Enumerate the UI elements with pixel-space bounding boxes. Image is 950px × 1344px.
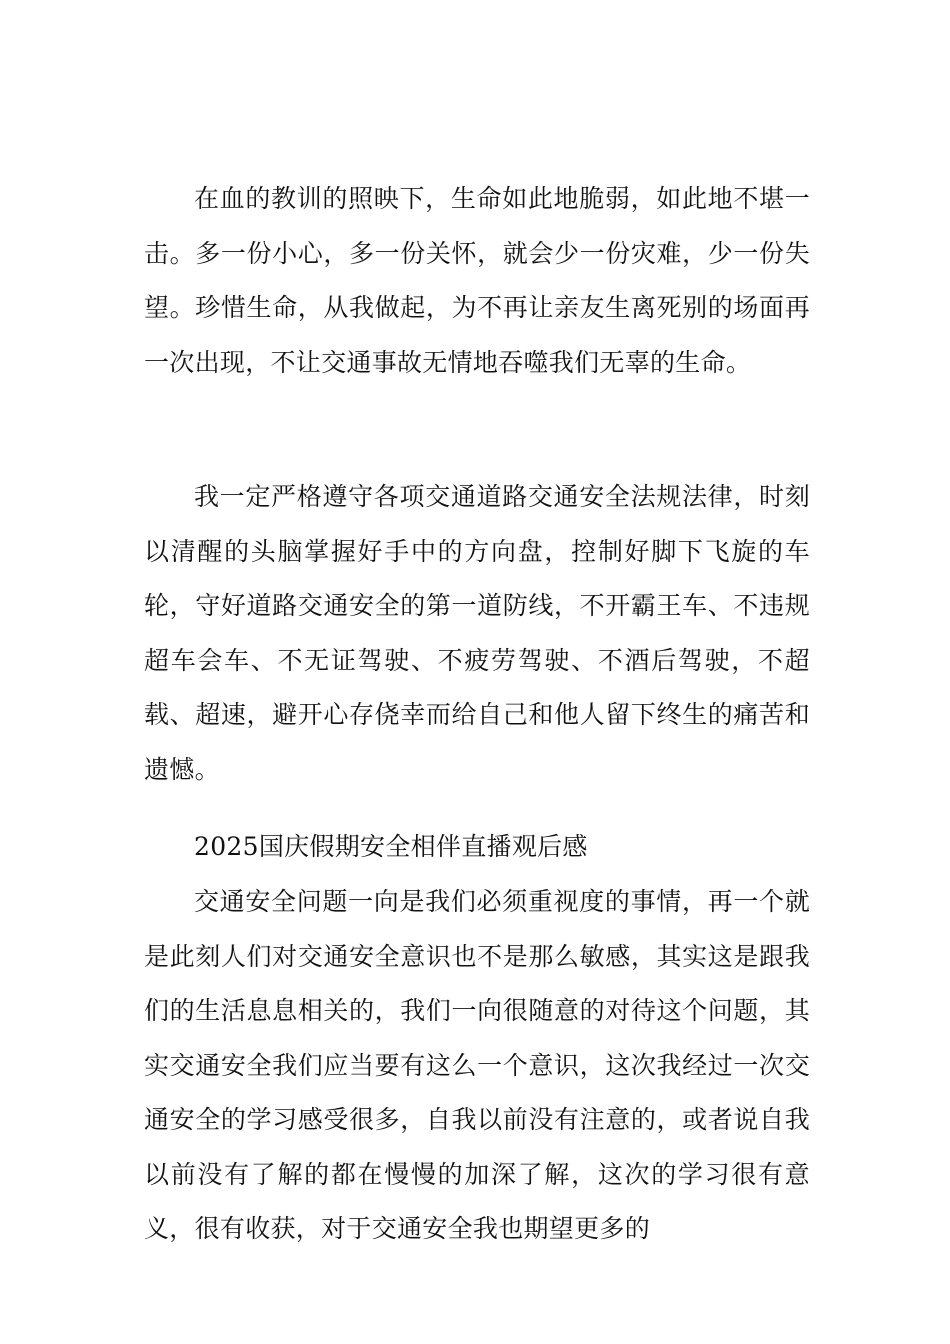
paragraph: 交通安全问题一向是我们必须重视度的事情，再一个就是此刻人们对交通安全意识也不是那么敏感，其实这是跟我们的生活息息相关的，我们一向很随意的对待这个问题，其实交通安全我们应当要有这么一个意识，这次我经过一次交通安全的学习感受很多，自我以前没有注意的，或者说自我以前没有了解的都在慢慢的加深了解，这次的学习很有意义，很有收获，对于交通安全我也期望更多的 xyxy=(144,887,810,1243)
paragraph: 我一定严格遵守各项交通道路交通安全法规法律，时刻以清醒的头脑掌握好手中的方向盘，控制好脚下飞旋的车轮，守好道路交通安全的第一道防线，不开霸王车、不违规超车会车、不无证驾驶、不疲劳驾驶、不酒后驾驶，不超载、超速，避开心存侥幸而给自己和他人留下终生的痛苦和遗憾。 xyxy=(144,482,810,784)
paragraph: 在血的教训的照映下，生命如此地脆弱，如此地不堪一击。多一份小心，多一份关怀，就会少一份灾难，少一份失望。珍惜生命，从我做起，为不再让亲友生离死别的场面再一次出现，不让交通事故无情地吞噬我们无辜的生命。 xyxy=(144,184,810,377)
section-heading: 2025国庆假期安全相伴直播观后感 xyxy=(194,832,588,861)
